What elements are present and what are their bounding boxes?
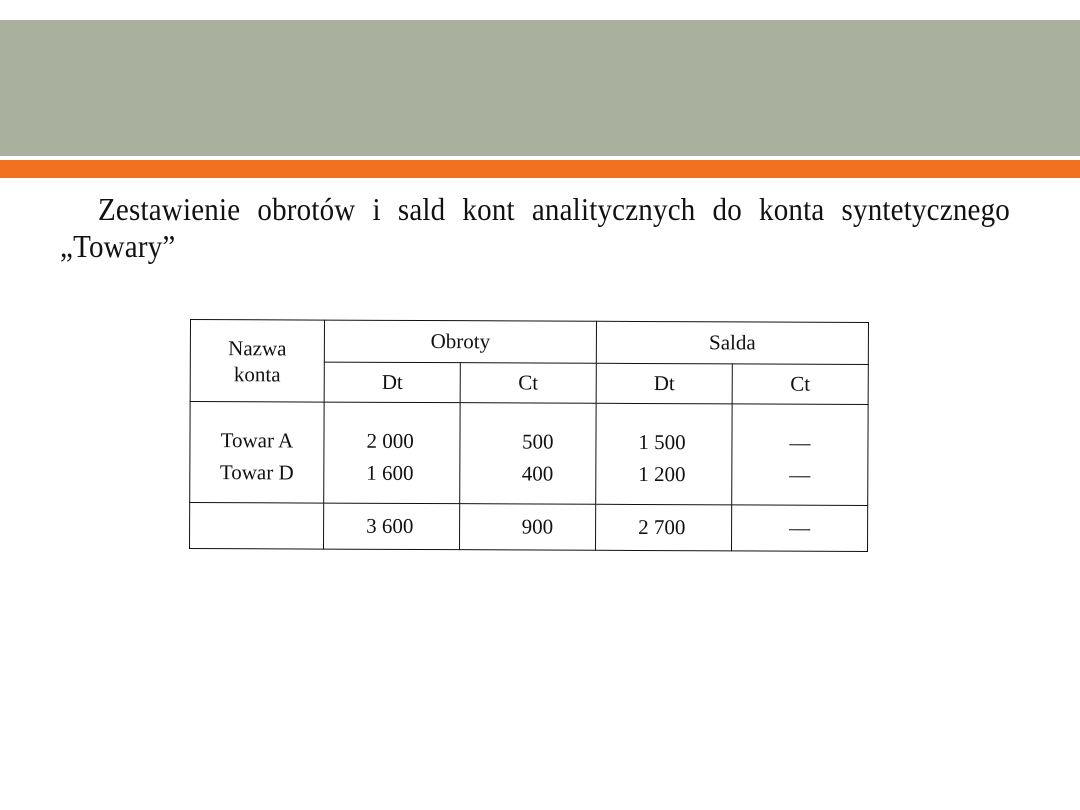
table-cell-value: — (789, 431, 811, 456)
turnover-balance-table (189, 319, 868, 552)
table-cell-value: 400 (521, 461, 554, 487)
title-band (0, 20, 1080, 156)
header-obroty-ct: Ct (460, 362, 596, 403)
total-obroty-ct: 900 (459, 504, 595, 550)
header-obroty-dt: Dt (324, 362, 460, 403)
document-heading (60, 192, 1020, 265)
heading-line-2: „Towary” (60, 229, 176, 265)
obroty-ct-cell (460, 403, 596, 504)
table-cell-value: 500 (521, 429, 554, 455)
header-salda-ct: Ct (732, 364, 868, 405)
table-cell-value: 1 200 (638, 462, 686, 487)
table-row-name: Towar A (220, 428, 294, 453)
header-salda-dt: Dt (596, 363, 732, 404)
total-salda-dt: 2 700 (595, 504, 731, 550)
header-obroty: Obroty (324, 320, 596, 363)
header-account-name (190, 320, 324, 403)
table-cell-value: 1 500 (638, 430, 686, 455)
salda-ct-cell (732, 404, 868, 505)
total-name-cell (189, 503, 323, 549)
table-row-name: Towar D (219, 460, 294, 485)
account-names-cell (190, 402, 324, 503)
table-cell-value: 2 000 (366, 429, 414, 454)
obroty-dt-cell (324, 403, 460, 504)
table-cell-value: 1 600 (366, 461, 414, 486)
total-obroty-dt: 3 600 (323, 503, 459, 549)
heading-line-1: Zestawienie obrotów i sald kont analitycznych do konta syntetycznego (98, 193, 1010, 228)
total-salda-ct: — (731, 505, 867, 551)
header-account-name-text: Nazwa konta (228, 335, 287, 387)
salda-dt-cell (596, 404, 732, 505)
table-cell-value: — (789, 463, 811, 488)
accent-bar (0, 160, 1080, 178)
header-salda: Salda (596, 321, 868, 364)
